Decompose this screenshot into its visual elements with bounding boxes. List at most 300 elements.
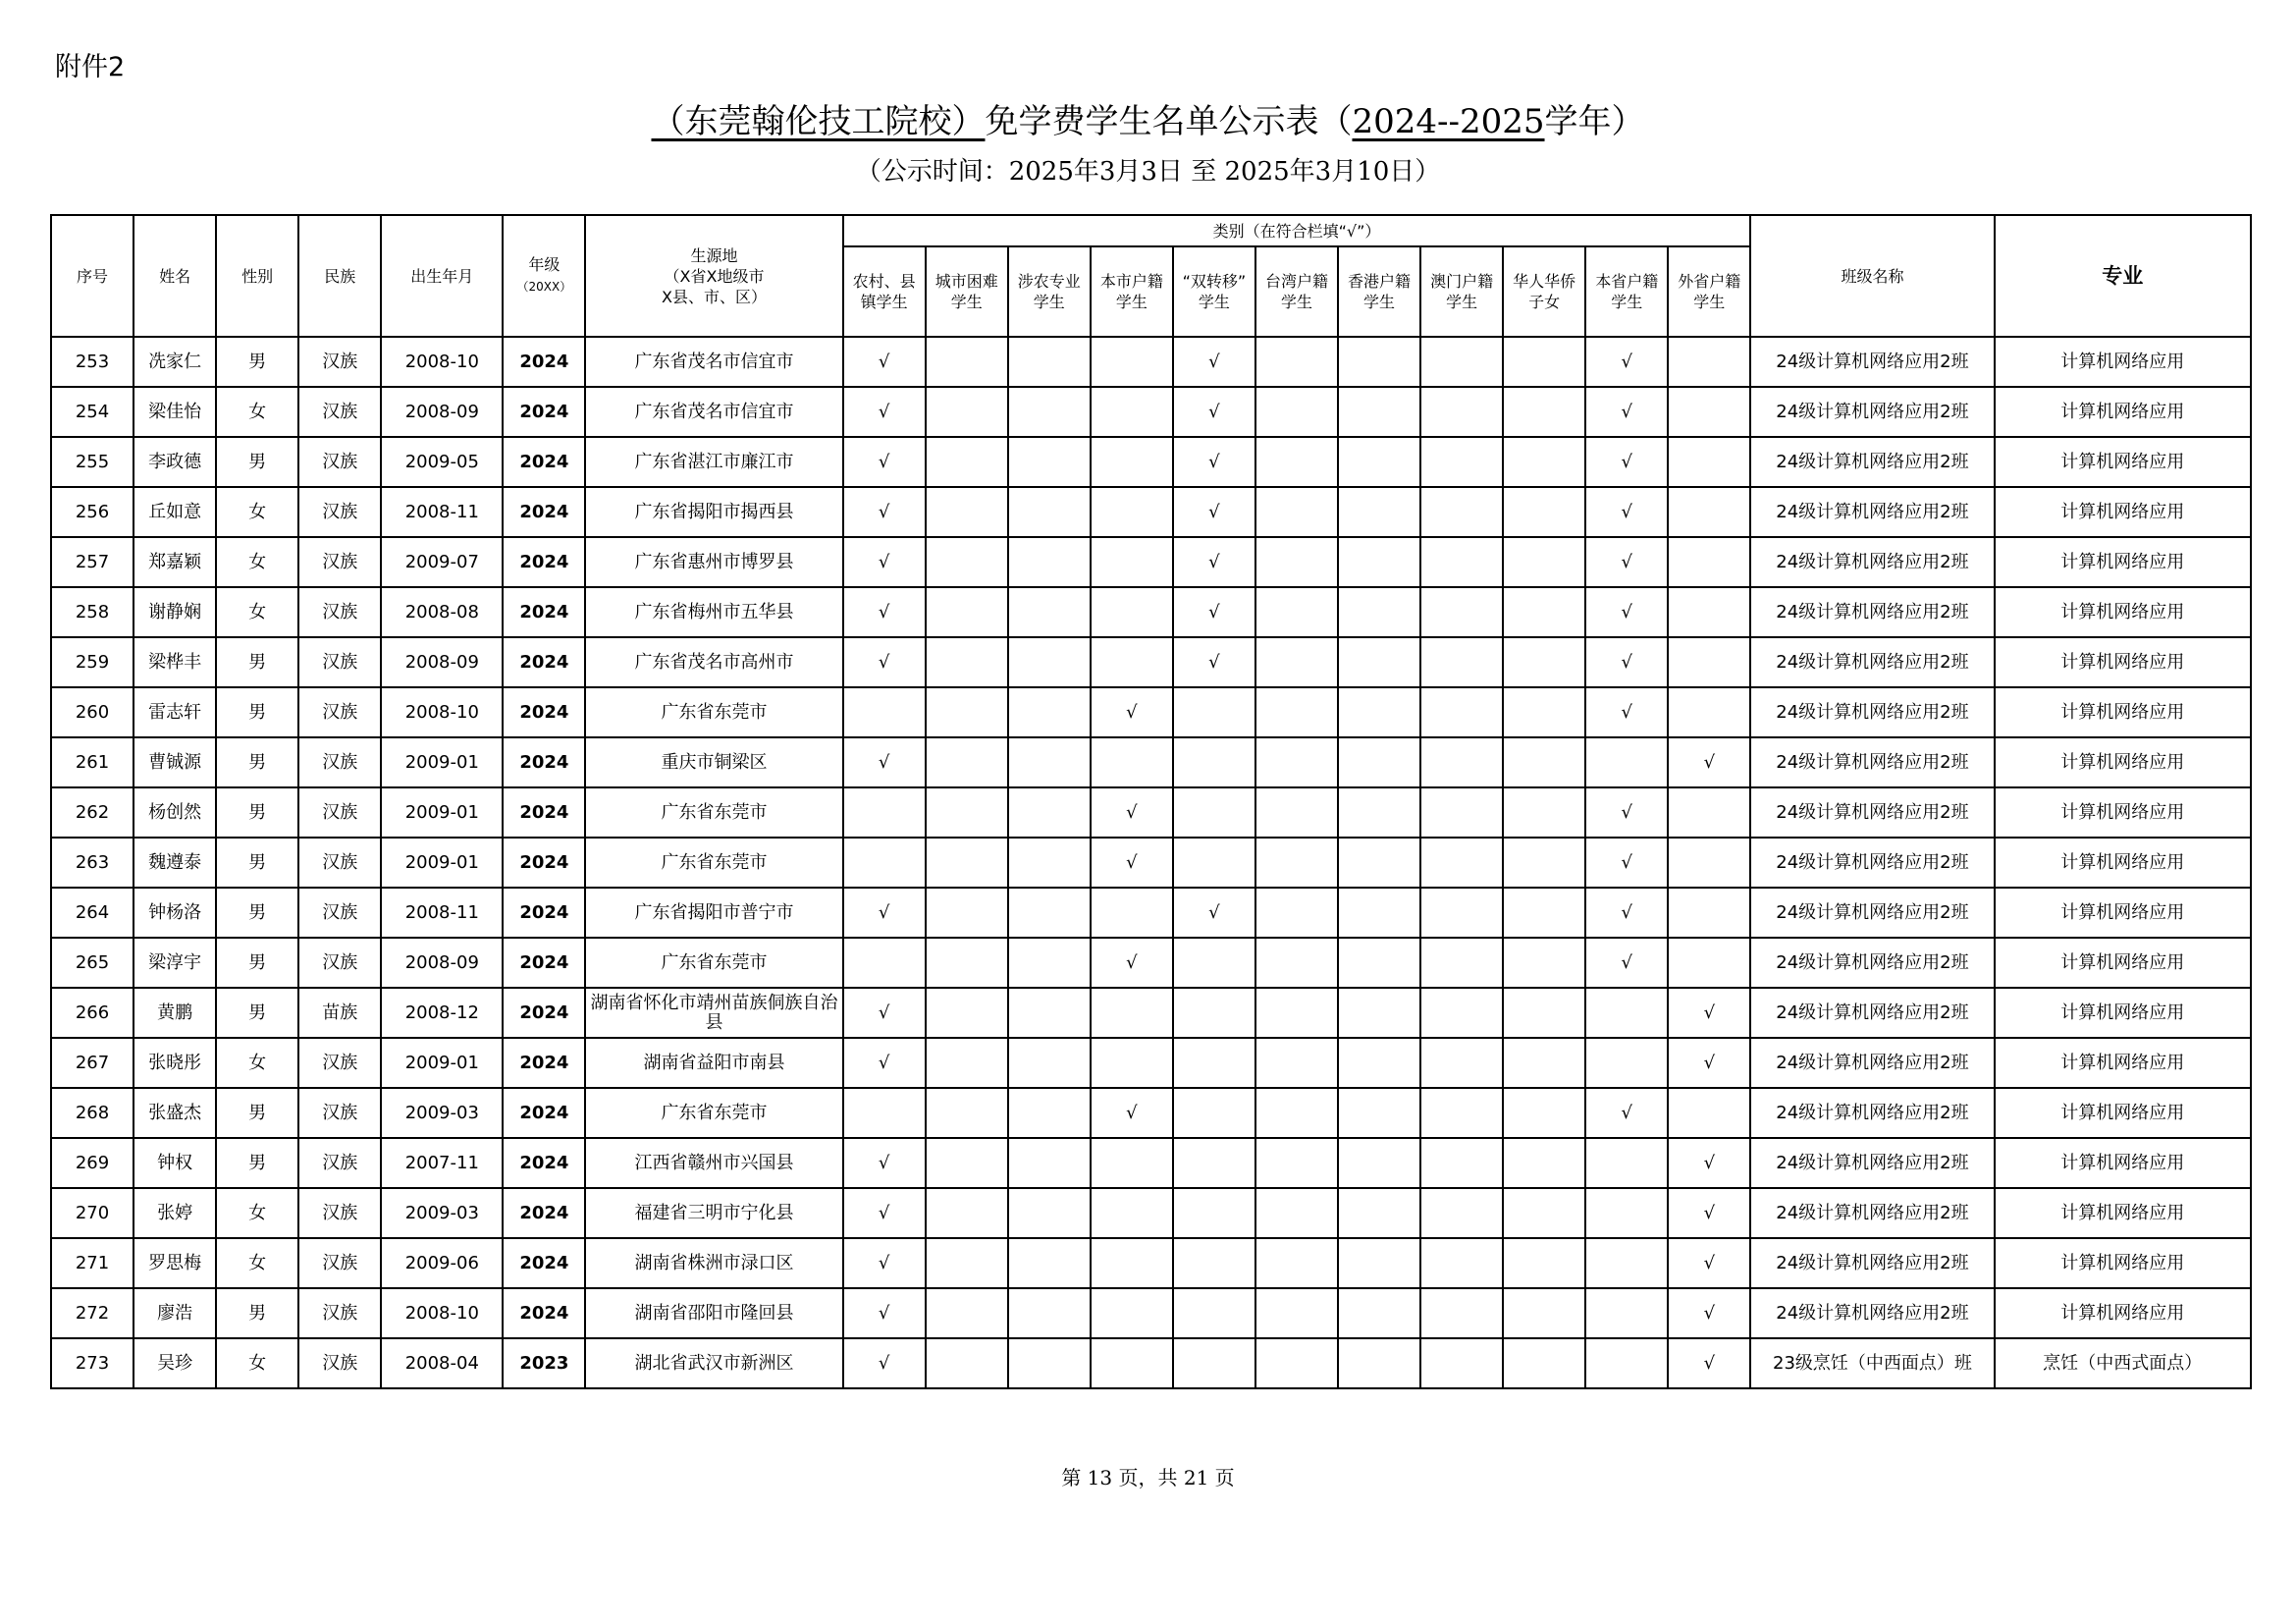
header-origin [585, 215, 842, 337]
cell-category-check [1420, 938, 1503, 988]
header-major: 专业 [1995, 215, 2251, 337]
cell-category-check [1091, 1038, 1173, 1088]
cell-category-check [1091, 1188, 1173, 1238]
cell-grade: 2024 [503, 537, 585, 587]
cell-origin: 广东省惠州市博罗县 [585, 537, 842, 587]
cell-category-check [1585, 1238, 1668, 1288]
header-category-line: “双转移” [1182, 272, 1247, 291]
cell-category-check [1503, 687, 1585, 737]
cell-name: 谢静娴 [133, 587, 216, 637]
cell-category-check: √ [843, 337, 926, 387]
cell-origin: 广东省揭阳市揭西县 [585, 487, 842, 537]
cell-grade: 2024 [503, 1288, 585, 1338]
cell-category-check [1338, 1188, 1420, 1238]
cell-category-check [1420, 587, 1503, 637]
cell-major: 计算机网络应用 [1995, 888, 2251, 938]
cell-major: 计算机网络应用 [1995, 938, 2251, 988]
cell-category-check [1338, 437, 1420, 487]
cell-category-check [1091, 337, 1173, 387]
cell-grade: 2024 [503, 1038, 585, 1088]
cell-category-check [1420, 687, 1503, 737]
title-text: 免学费学生名单公示表（ [985, 102, 1353, 141]
cell-category-check [1008, 1338, 1091, 1388]
cell-category-check [1503, 637, 1585, 687]
header-category [926, 246, 1008, 337]
cell-category-check [1173, 1338, 1255, 1388]
table-row [51, 787, 2251, 838]
cell-category-check [1338, 888, 1420, 938]
cell-category-check [1338, 1288, 1420, 1338]
cell-major: 计算机网络应用 [1995, 587, 2251, 637]
cell-grade: 2024 [503, 587, 585, 637]
cell-category-check: √ [1585, 888, 1668, 938]
cell-name: 曹铖源 [133, 737, 216, 787]
cell-birth: 2009-06 [381, 1238, 503, 1288]
cell-category-check [1338, 337, 1420, 387]
cell-seq: 272 [51, 1288, 133, 1338]
cell-grade: 2024 [503, 737, 585, 787]
cell-category-check: √ [1585, 787, 1668, 838]
table-row [51, 888, 2251, 938]
cell-category-check [1338, 487, 1420, 537]
cell-category-check [1503, 537, 1585, 587]
cell-class-name: 24级计算机网络应用2班 [1750, 687, 1994, 737]
cell-category-check [1008, 1188, 1091, 1238]
cell-category-check [1255, 1088, 1338, 1138]
cell-category-check [1668, 587, 1750, 637]
cell-ethnicity: 汉族 [298, 437, 381, 487]
cell-category-check [1338, 537, 1420, 587]
cell-major: 计算机网络应用 [1995, 537, 2251, 587]
cell-class-name: 24级计算机网络应用2班 [1750, 888, 1994, 938]
cell-grade: 2024 [503, 637, 585, 687]
cell-seq: 268 [51, 1088, 133, 1138]
cell-category-check [1008, 988, 1091, 1038]
cell-category-check [1255, 337, 1338, 387]
table-row [51, 737, 2251, 787]
cell-ethnicity: 汉族 [298, 1138, 381, 1188]
cell-category-check: √ [1173, 437, 1255, 487]
cell-origin: 广东省东莞市 [585, 687, 842, 737]
cell-category-check [1420, 1138, 1503, 1188]
cell-category-check [1503, 1038, 1585, 1088]
cell-category-check [1008, 337, 1091, 387]
cell-birth: 2009-05 [381, 437, 503, 487]
cell-category-check [926, 587, 1008, 637]
cell-gender: 女 [216, 587, 298, 637]
cell-gender: 女 [216, 1188, 298, 1238]
cell-gender: 男 [216, 687, 298, 737]
cell-category-check [843, 687, 926, 737]
cell-category-check: √ [1668, 1338, 1750, 1388]
cell-class-name: 24级计算机网络应用2班 [1750, 637, 1994, 687]
cell-birth: 2007-11 [381, 1138, 503, 1188]
cell-category-check: √ [843, 737, 926, 787]
cell-class-name: 24级计算机网络应用2班 [1750, 1238, 1994, 1288]
cell-name: 黄鹏 [133, 988, 216, 1038]
cell-category-check [1255, 1338, 1338, 1388]
cell-birth: 2008-11 [381, 487, 503, 537]
cell-category-check [926, 1188, 1008, 1238]
cell-category-check [1008, 888, 1091, 938]
cell-category-check [1420, 437, 1503, 487]
cell-name: 雷志轩 [133, 687, 216, 737]
cell-seq: 270 [51, 1188, 133, 1238]
cell-category-check [1585, 1038, 1668, 1088]
cell-category-check [1503, 838, 1585, 888]
cell-category-check [1255, 737, 1338, 787]
cell-ethnicity: 汉族 [298, 1338, 381, 1388]
cell-category-check: √ [843, 1138, 926, 1188]
cell-ethnicity: 汉族 [298, 337, 381, 387]
cell-origin: 湖北省武汉市新洲区 [585, 1338, 842, 1388]
cell-category-check [1338, 1038, 1420, 1088]
cell-category-check [1091, 1138, 1173, 1188]
cell-category-check [1255, 387, 1338, 437]
cell-seq: 261 [51, 737, 133, 787]
cell-class-name: 24级计算机网络应用2班 [1750, 487, 1994, 537]
cell-category-check [1503, 1188, 1585, 1238]
cell-category-check [1091, 1238, 1173, 1288]
cell-class-name: 24级计算机网络应用2班 [1750, 1088, 1994, 1138]
cell-birth: 2008-09 [381, 637, 503, 687]
cell-category-check [1420, 1038, 1503, 1088]
cell-category-check [1420, 637, 1503, 687]
cell-category-check [1255, 537, 1338, 587]
cell-class-name: 24级计算机网络应用2班 [1750, 737, 1994, 787]
cell-origin: 广东省揭阳市普宁市 [585, 888, 842, 938]
cell-category-check [1255, 1288, 1338, 1338]
cell-seq: 255 [51, 437, 133, 487]
cell-category-check [1255, 988, 1338, 1038]
header-category-line: 涉农专业 [1017, 272, 1081, 291]
cell-name: 梁淳宇 [133, 938, 216, 988]
cell-name: 魏遵泰 [133, 838, 216, 888]
cell-class-name: 24级计算机网络应用2班 [1750, 587, 1994, 637]
cell-major: 计算机网络应用 [1995, 1038, 2251, 1088]
cell-category-check: √ [843, 988, 926, 1038]
table-row [51, 1288, 2251, 1338]
cell-major: 计算机网络应用 [1995, 1138, 2251, 1188]
cell-category-check [1008, 787, 1091, 838]
header-category-line: 外省户籍 [1678, 272, 1741, 291]
cell-category-check [926, 737, 1008, 787]
cell-category-check [926, 787, 1008, 838]
cell-major: 计算机网络应用 [1995, 387, 2251, 437]
cell-category-check: √ [1668, 1038, 1750, 1088]
cell-category-check [926, 1088, 1008, 1138]
header-category-line: 学生 [1033, 293, 1065, 311]
cell-gender: 女 [216, 487, 298, 537]
table-row [51, 687, 2251, 737]
cell-origin: 湖南省益阳市南县 [585, 1038, 842, 1088]
cell-ethnicity: 汉族 [298, 1288, 381, 1338]
cell-seq: 271 [51, 1238, 133, 1288]
cell-category-check [1668, 687, 1750, 737]
header-category-line: 镇学生 [860, 293, 908, 311]
cell-category-check [843, 787, 926, 838]
cell-category-check: √ [843, 1038, 926, 1088]
table-row [51, 1038, 2251, 1088]
cell-seq: 263 [51, 838, 133, 888]
cell-origin: 湖南省邵阳市隆回县 [585, 1288, 842, 1338]
cell-category-check [1255, 888, 1338, 938]
cell-category-check [1503, 988, 1585, 1038]
cell-category-check [1255, 637, 1338, 687]
cell-category-check [926, 337, 1008, 387]
cell-category-check [1173, 1188, 1255, 1238]
cell-major: 计算机网络应用 [1995, 337, 2251, 387]
cell-class-name: 24级计算机网络应用2班 [1750, 537, 1994, 587]
cell-seq: 254 [51, 387, 133, 437]
cell-grade: 2024 [503, 387, 585, 437]
cell-category-check: √ [1668, 1138, 1750, 1188]
cell-category-check [1008, 1038, 1091, 1088]
cell-category-check [1008, 537, 1091, 587]
table-row [51, 838, 2251, 888]
cell-category-check: √ [1091, 787, 1173, 838]
cell-category-check [926, 988, 1008, 1038]
cell-category-check [1255, 1238, 1338, 1288]
cell-gender: 男 [216, 1138, 298, 1188]
table-row [51, 1338, 2251, 1388]
cell-grade: 2024 [503, 1238, 585, 1288]
cell-ethnicity: 汉族 [298, 687, 381, 737]
cell-major: 计算机网络应用 [1995, 737, 2251, 787]
cell-category-check [926, 1138, 1008, 1188]
cell-category-check [1338, 787, 1420, 838]
cell-category-check: √ [843, 537, 926, 587]
cell-major: 计算机网络应用 [1995, 487, 2251, 537]
cell-ethnicity: 汉族 [298, 387, 381, 437]
cell-category-check [1338, 938, 1420, 988]
cell-category-check: √ [1173, 337, 1255, 387]
cell-category-check [1420, 337, 1503, 387]
cell-category-check [1420, 387, 1503, 437]
cell-category-check [1503, 1288, 1585, 1338]
cell-origin: 福建省三明市宁化县 [585, 1188, 842, 1238]
header-grade-format: （20XX） [516, 280, 572, 294]
header-grade [503, 215, 585, 337]
cell-name: 冼家仁 [133, 337, 216, 387]
header-category [1255, 246, 1338, 337]
header-category-line: 澳门户籍 [1430, 272, 1494, 291]
cell-category-check: √ [1585, 938, 1668, 988]
header-category-line: 农村、县 [852, 272, 916, 291]
cell-class-name: 24级计算机网络应用2班 [1750, 1038, 1994, 1088]
cell-name: 梁桦丰 [133, 637, 216, 687]
cell-category-check [1420, 1188, 1503, 1238]
cell-class-name: 24级计算机网络应用2班 [1750, 1288, 1994, 1338]
cell-origin: 广东省东莞市 [585, 938, 842, 988]
header-seq: 序号 [51, 215, 133, 337]
cell-category-check: √ [1668, 1238, 1750, 1288]
cell-category-check [1008, 1238, 1091, 1288]
cell-category-check [1420, 537, 1503, 587]
cell-category-check [926, 1038, 1008, 1088]
header-category-line: 城市困难 [934, 272, 998, 291]
cell-category-check [1585, 1188, 1668, 1238]
header-category [1091, 246, 1173, 337]
cell-category-check [1091, 487, 1173, 537]
cell-birth: 2008-12 [381, 988, 503, 1038]
cell-birth: 2009-01 [381, 838, 503, 888]
header-category-line: 学生 [1115, 293, 1148, 311]
cell-category-check [1420, 888, 1503, 938]
cell-category-check [1420, 1288, 1503, 1338]
cell-category-check: √ [843, 1288, 926, 1338]
cell-category-check [1338, 737, 1420, 787]
table-row [51, 487, 2251, 537]
cell-category-check [1008, 737, 1091, 787]
cell-major: 计算机网络应用 [1995, 787, 2251, 838]
table-row [51, 387, 2251, 437]
header-category-line: 学生 [1363, 293, 1396, 311]
cell-grade: 2024 [503, 487, 585, 537]
cell-category-check [1420, 737, 1503, 787]
cell-category-check: √ [1173, 637, 1255, 687]
cell-class-name: 24级计算机网络应用2班 [1750, 988, 1994, 1038]
cell-origin: 广东省梅州市五华县 [585, 587, 842, 637]
cell-ethnicity: 苗族 [298, 988, 381, 1038]
cell-seq: 269 [51, 1138, 133, 1188]
cell-category-check [1503, 387, 1585, 437]
cell-gender: 男 [216, 888, 298, 938]
cell-category-check: √ [1585, 337, 1668, 387]
cell-category-check: √ [1091, 1088, 1173, 1138]
cell-category-check: √ [1585, 537, 1668, 587]
cell-birth: 2008-10 [381, 337, 503, 387]
cell-ethnicity: 汉族 [298, 787, 381, 838]
cell-category-check: √ [1091, 838, 1173, 888]
cell-category-check [1420, 1238, 1503, 1288]
cell-category-check [926, 1338, 1008, 1388]
header-category-line: 香港户籍 [1348, 272, 1412, 291]
cell-category-check [1585, 988, 1668, 1038]
cell-category-check [1668, 838, 1750, 888]
cell-birth: 2008-10 [381, 687, 503, 737]
student-roster-table [50, 214, 2252, 1389]
cell-category-check [1008, 1288, 1091, 1338]
cell-category-check [1091, 888, 1173, 938]
cell-birth: 2009-01 [381, 1038, 503, 1088]
cell-seq: 253 [51, 337, 133, 387]
cell-category-check: √ [843, 1188, 926, 1238]
cell-gender: 女 [216, 1338, 298, 1388]
cell-name: 廖浩 [133, 1288, 216, 1338]
cell-gender: 男 [216, 337, 298, 387]
cell-seq: 257 [51, 537, 133, 587]
cell-category-check [1503, 1138, 1585, 1188]
school-name: （东莞翰伦技工院校） [651, 102, 986, 141]
cell-category-check [1255, 787, 1338, 838]
table-row [51, 1088, 2251, 1138]
cell-category-check [926, 687, 1008, 737]
cell-category-check [1091, 437, 1173, 487]
cell-category-check [1008, 637, 1091, 687]
cell-name: 李政德 [133, 437, 216, 487]
cell-ethnicity: 汉族 [298, 1088, 381, 1138]
cell-category-check [926, 838, 1008, 888]
header-category [1173, 246, 1255, 337]
cell-gender: 女 [216, 387, 298, 437]
cell-category-check [1338, 1238, 1420, 1288]
cell-category-check [1668, 537, 1750, 587]
cell-grade: 2024 [503, 437, 585, 487]
table-header [51, 215, 2251, 337]
cell-category-check: √ [1668, 1288, 1750, 1338]
cell-gender: 男 [216, 1288, 298, 1338]
header-category-line: 华人华侨 [1513, 272, 1576, 291]
page-number: 第 13 页，共 21 页 [1061, 1466, 1235, 1489]
cell-gender: 男 [216, 938, 298, 988]
header-category [1420, 246, 1503, 337]
header-category-line: 学生 [1446, 293, 1478, 311]
header-category-line: 学生 [1280, 293, 1312, 311]
cell-category-check [1503, 487, 1585, 537]
header-category [1585, 246, 1668, 337]
cell-birth: 2008-10 [381, 1288, 503, 1338]
cell-category-check: √ [1585, 637, 1668, 687]
cell-seq: 262 [51, 787, 133, 838]
cell-class-name: 24级计算机网络应用2班 [1750, 1138, 1994, 1188]
cell-category-check [1668, 1088, 1750, 1138]
cell-ethnicity: 汉族 [298, 537, 381, 587]
cell-origin: 湖南省怀化市靖州苗族侗族自治县 [585, 988, 842, 1038]
cell-category-check: √ [1173, 888, 1255, 938]
cell-seq: 259 [51, 637, 133, 687]
cell-category-check [1503, 1238, 1585, 1288]
cell-category-check [1091, 387, 1173, 437]
cell-category-check [1668, 437, 1750, 487]
cell-category-check [1173, 1038, 1255, 1088]
cell-category-check [1091, 988, 1173, 1038]
cell-category-check [1668, 337, 1750, 387]
table-row [51, 537, 2251, 587]
cell-name: 丘如意 [133, 487, 216, 537]
cell-category-check: √ [843, 1338, 926, 1388]
cell-gender: 男 [216, 988, 298, 1038]
cell-grade: 2024 [503, 687, 585, 737]
cell-gender: 女 [216, 1038, 298, 1088]
cell-gender: 男 [216, 637, 298, 687]
table-body [51, 337, 2251, 1388]
cell-origin: 广东省东莞市 [585, 1088, 842, 1138]
cell-category-check [926, 537, 1008, 587]
cell-category-check [1338, 1138, 1420, 1188]
cell-origin: 重庆市铜梁区 [585, 737, 842, 787]
cell-major: 计算机网络应用 [1995, 1188, 2251, 1238]
table-row [51, 337, 2251, 387]
cell-category-check [1091, 737, 1173, 787]
cell-category-check [1668, 938, 1750, 988]
cell-category-check [1338, 637, 1420, 687]
cell-category-check: √ [1173, 587, 1255, 637]
cell-ethnicity: 汉族 [298, 637, 381, 687]
cell-category-check: √ [1585, 387, 1668, 437]
cell-name: 杨创然 [133, 787, 216, 838]
cell-birth: 2008-09 [381, 387, 503, 437]
header-category-line: 本市户籍 [1099, 272, 1163, 291]
cell-birth: 2008-11 [381, 888, 503, 938]
cell-seq: 266 [51, 988, 133, 1038]
cell-category-check [926, 487, 1008, 537]
cell-category-check [1091, 1338, 1173, 1388]
cell-category-check [1255, 938, 1338, 988]
cell-category-check [1503, 587, 1585, 637]
cell-category-check [1420, 787, 1503, 838]
cell-category-check [1420, 988, 1503, 1038]
